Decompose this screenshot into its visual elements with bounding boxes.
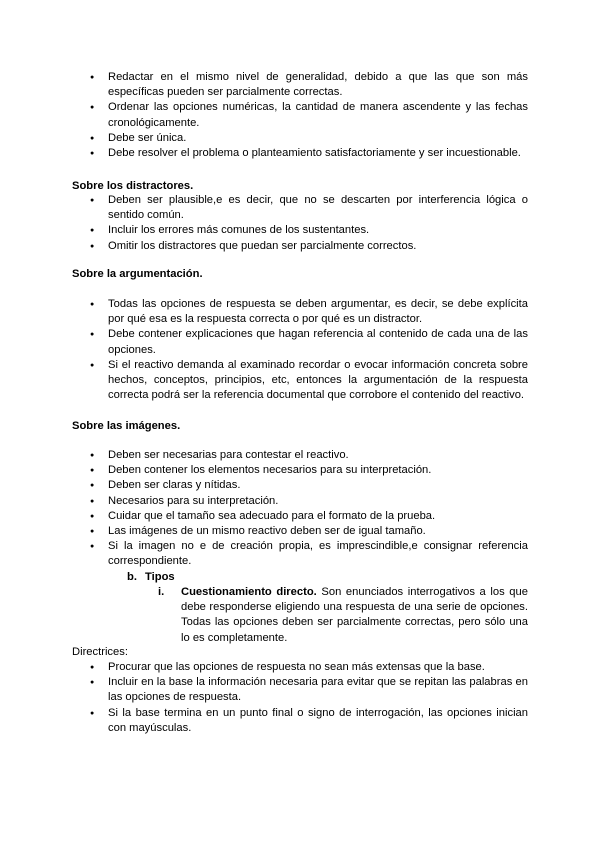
tipos-subitem <box>158 585 528 646</box>
list-item: ● Ordenar las opciones numéricas, la cantidad de manera ascendente y las fechas cronológicamente. <box>0 100 600 130</box>
subitem-text: Son enunciados interrogativos a los que debe responderse eligiendo una respuesta de una serie de opciones. Todas las opciones deben ser parcialmente correctas, pero sólo una lo es completamente. <box>181 586 528 644</box>
subitem-lead: Cuestionamiento directo. <box>181 586 317 598</box>
list-item: ● Incluir los errores más comunes de los sustentantes. <box>0 223 600 238</box>
section-heading-imagenes: Sobre las imágenes. <box>72 420 181 432</box>
section-heading-distractores: Sobre los distractores. <box>72 180 194 192</box>
list-item: ● Debe ser única. <box>0 131 600 146</box>
list-item: ● Si el reactivo demanda al examinado recordar o evocar información concreta sobre hechos, conceptos, principios, etc, entonces la argumentación de la respuesta correcta podrá ser la referencia documental que corrobore el contenido del reactivo. <box>0 358 600 404</box>
imagenes-list <box>0 448 600 570</box>
list-item: ● Deben ser claras y nítidas. <box>0 478 600 493</box>
directrices-list <box>0 660 600 736</box>
list-item: ● Debe contener explicaciones que hagan referencia al contenido de cada una de las opciones. <box>0 327 600 357</box>
list-item: ● Debe resolver el problema o planteamiento satisfactoriamente y ser incuestionable. <box>0 146 600 161</box>
tipos-text: Tipos <box>145 571 175 583</box>
list-item: ● Necesarios para su interpretación. <box>0 494 600 509</box>
argumentacion-list <box>0 297 600 403</box>
distractores-list <box>0 193 600 254</box>
list-item: ● Incluir en la base la información necesaria para evitar que se repitan las palabras en las opciones de respuesta. <box>0 675 600 705</box>
list-item: ● Si la base termina en un punto final o signo de interrogación, las opciones inician con mayúsculas. <box>0 706 600 736</box>
subitem-marker: i. <box>158 586 165 598</box>
list-item: ● Las imágenes de un mismo reactivo deben ser de igual tamaño. <box>0 524 600 539</box>
list-item: ● Omitir los distractores que puedan ser parcialmente correctos. <box>0 239 600 254</box>
intro-list <box>0 70 600 161</box>
list-item: ● Si la imagen no e de creación propia, es imprescindible,e consignar referencia correspondiente. <box>0 539 600 569</box>
list-item: ● Deben contener los elementos necesarios para su interpretación. <box>0 463 600 478</box>
list-item: ● Redactar en el mismo nivel de generalidad, debido a que las que son más específicas pueden ser parcialmente correctas. <box>0 70 600 100</box>
list-item: ● Todas las opciones de respuesta se deben argumentar, es decir, se debe explícita por qué esa es la respuesta correcta o por qué es un distractor. <box>0 297 600 327</box>
section-heading-directrices: Directrices: <box>72 646 128 658</box>
list-item: ● Deben ser necesarias para contestar el reactivo. <box>0 448 600 463</box>
list-item: ● Procurar que las opciones de respuesta no sean más extensas que la base. <box>0 660 600 675</box>
list-item: ● Deben ser plausible,e es decir, que no se descarten por interferencia lógica o sentido común. <box>0 193 600 223</box>
list-item: ● Cuidar que el tamaño sea adecuado para el formato de la prueba. <box>0 509 600 524</box>
tipos-marker: b. <box>127 571 137 583</box>
section-heading-argumentacion: Sobre la argumentación. <box>72 268 203 280</box>
tipos-label <box>127 570 175 585</box>
